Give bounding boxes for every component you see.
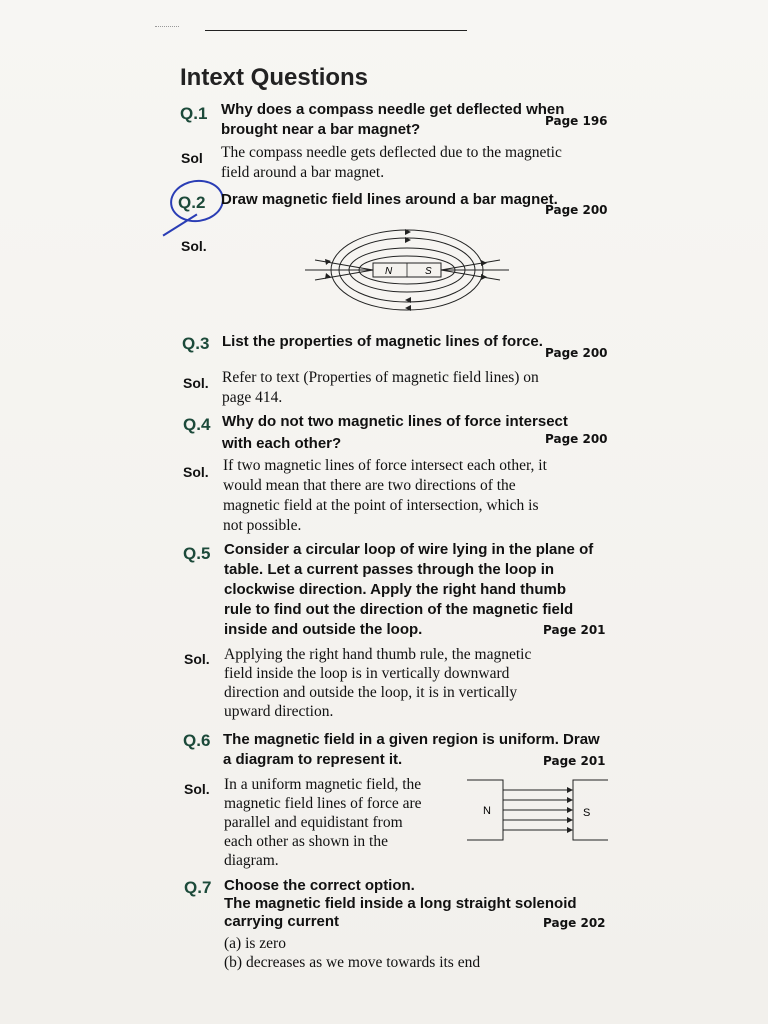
question-number: Q.3 [182,334,210,353]
solution-line: If two magnetic lines of force intersect each other, it [223,457,547,474]
option-line: (a) is zero [224,935,286,952]
solution-line: diagram. [224,852,279,869]
solution-line: would mean that there are two directions of the [223,477,516,494]
option-line: (b) decreases as we move towards its end [224,954,481,971]
question-line: a diagram to represent it. [223,751,403,768]
arrow-head [481,274,487,280]
question-line: Choose the correct option. [224,877,415,894]
question-line: The magnetic field in a given region is uniform. Draw [223,731,600,748]
solution-label: Sol. [184,781,210,797]
solution-line: direction and outside the loop, it is in vertically [224,684,518,701]
question-line: List the properties of magnetic lines of force. [222,333,543,350]
field-line [315,270,373,280]
solution-line: In a uniform magnetic field, the [224,776,422,793]
page-reference: Page 201 [543,623,606,637]
arrow-head [567,787,573,793]
bar-magnet-field-diagram [295,220,515,320]
question-number: Q.2 [178,193,206,212]
page-reference: Page 201 [543,754,606,768]
question-number: Q.6 [183,731,211,750]
corner-mark [155,26,179,33]
question-line: Consider a circular loop of wire lying in the plane of [224,541,594,558]
arrow-head [567,807,573,813]
south-pole-piece [573,780,608,840]
question-line: Why do not two magnetic lines of force intersect [222,413,568,430]
solution-line: magnetic field lines of force are [224,795,422,812]
question-line: inside and outside the loop. [224,621,423,638]
north-pole-label: N [483,805,491,817]
question-line: The magnetic field inside a long straight solenoid [224,895,577,912]
arrow-head [567,827,573,833]
solution-label: Sol [181,150,203,166]
south-pole-label: S [583,807,591,819]
page-reference: Page 200 [545,203,608,217]
field-line [441,260,500,270]
question-number: Q.7 [184,878,212,897]
north-pole-label: N [385,266,393,277]
question-line: Why does a compass needle get deflected when [221,101,565,118]
field-line [315,260,373,270]
solution-line: The compass needle gets deflected due to the magnetic [221,144,562,161]
page-reference: Page 196 [545,114,608,128]
solution-line: upward direction. [224,703,334,720]
field-line [441,270,500,280]
solution-line: each other as shown in the [224,833,388,850]
solution-label: Sol. [183,464,209,480]
page-reference: Page 200 [545,432,608,446]
arrow-head [567,797,573,803]
arrow-head [325,259,331,265]
solution-line: Refer to text (Properties of magnetic field lines) on [222,369,539,386]
solution-line: page 414. [222,389,283,406]
question-line: clockwise direction. Apply the right hand thumb [224,581,566,598]
solution-line: parallel and equidistant from [224,814,403,831]
uniform-field-diagram [465,778,610,844]
page-reference: Page 200 [545,346,608,360]
arrow-head [567,817,573,823]
solution-line: field inside the loop is in vertically downward [224,665,510,682]
question-line: table. Let a current passes through the loop in [224,561,555,578]
south-pole-label: S [425,266,432,277]
question-line: rule to find out the direction of the magnetic field [224,601,574,618]
solution-line: Applying the right hand thumb rule, the magnetic [224,646,532,663]
question-line: with each other? [222,435,342,452]
arrow-head [481,260,487,266]
question-line: brought near a bar magnet? [221,121,421,138]
question-line: carrying current [224,913,340,930]
page-heading: Intext Questions [180,64,369,91]
solution-label: Sol. [184,651,210,667]
solution-label: Sol. [183,375,209,391]
question-number: Q.1 [180,104,208,123]
question-number: Q.5 [183,544,211,563]
question-number: Q.4 [183,415,211,434]
page-reference: Page 202 [543,916,606,930]
solution-line: magnetic field at the point of intersection, which is [223,497,539,514]
solution-label: Sol. [181,238,207,254]
solution-line: not possible. [223,517,302,534]
top-rule [205,30,467,31]
question-line: Draw magnetic field lines around a bar magnet. [221,191,558,208]
solution-line: field around a bar magnet. [221,164,385,181]
